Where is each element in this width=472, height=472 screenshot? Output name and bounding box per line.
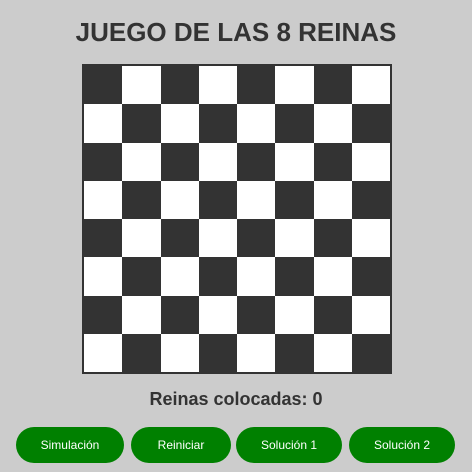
board-square[interactable] bbox=[275, 257, 313, 295]
board-square[interactable] bbox=[199, 334, 237, 372]
board-square[interactable] bbox=[352, 334, 390, 372]
board-square[interactable] bbox=[161, 257, 199, 295]
board-square[interactable] bbox=[314, 181, 352, 219]
board-square[interactable] bbox=[275, 334, 313, 372]
solution-2-button[interactable]: Solución 2 bbox=[349, 427, 455, 463]
board-square[interactable] bbox=[84, 296, 122, 334]
board-square[interactable] bbox=[314, 104, 352, 142]
board-square[interactable] bbox=[314, 296, 352, 334]
board-square[interactable] bbox=[352, 181, 390, 219]
board-square[interactable] bbox=[237, 296, 275, 334]
board-square[interactable] bbox=[237, 66, 275, 104]
board-square[interactable] bbox=[161, 104, 199, 142]
board-square[interactable] bbox=[199, 66, 237, 104]
board-square[interactable] bbox=[122, 257, 160, 295]
board-square[interactable] bbox=[352, 66, 390, 104]
board-square[interactable] bbox=[314, 66, 352, 104]
board-square[interactable] bbox=[84, 66, 122, 104]
board-square[interactable] bbox=[237, 181, 275, 219]
board-square[interactable] bbox=[237, 334, 275, 372]
board-square[interactable] bbox=[122, 143, 160, 181]
board-square[interactable] bbox=[84, 257, 122, 295]
board-square[interactable] bbox=[161, 181, 199, 219]
board-square[interactable] bbox=[275, 104, 313, 142]
board-square[interactable] bbox=[84, 104, 122, 142]
queens-placed-count: 0 bbox=[312, 389, 323, 409]
board-square[interactable] bbox=[122, 219, 160, 257]
chess-board bbox=[82, 64, 392, 374]
board-square[interactable] bbox=[237, 143, 275, 181]
board-square[interactable] bbox=[275, 219, 313, 257]
board-square[interactable] bbox=[161, 296, 199, 334]
board-square[interactable] bbox=[352, 219, 390, 257]
board-square[interactable] bbox=[161, 334, 199, 372]
board-square[interactable] bbox=[237, 104, 275, 142]
board-square[interactable] bbox=[122, 334, 160, 372]
board-square[interactable] bbox=[199, 296, 237, 334]
board-square[interactable] bbox=[161, 143, 199, 181]
solution-1-button[interactable]: Solución 1 bbox=[236, 427, 342, 463]
board-square[interactable] bbox=[314, 143, 352, 181]
reset-button[interactable]: Reiniciar bbox=[131, 427, 231, 463]
board-square[interactable] bbox=[199, 257, 237, 295]
board-square[interactable] bbox=[275, 143, 313, 181]
board-square[interactable] bbox=[122, 181, 160, 219]
board-square[interactable] bbox=[314, 219, 352, 257]
simulation-button[interactable]: Simulación bbox=[16, 427, 124, 463]
board-square[interactable] bbox=[84, 181, 122, 219]
board-square[interactable] bbox=[199, 104, 237, 142]
board-square[interactable] bbox=[275, 296, 313, 334]
board-square[interactable] bbox=[352, 257, 390, 295]
board-square[interactable] bbox=[275, 181, 313, 219]
board-square[interactable] bbox=[122, 66, 160, 104]
board-square[interactable] bbox=[352, 143, 390, 181]
page-title: JUEGO DE LAS 8 REINAS bbox=[75, 17, 397, 47]
board-square[interactable] bbox=[352, 104, 390, 142]
board-square[interactable] bbox=[84, 334, 122, 372]
controls-bar bbox=[0, 427, 472, 463]
board-square[interactable] bbox=[314, 257, 352, 295]
board-square[interactable] bbox=[84, 143, 122, 181]
board-square[interactable] bbox=[199, 181, 237, 219]
board-square[interactable] bbox=[161, 66, 199, 104]
board-square[interactable] bbox=[275, 66, 313, 104]
queens-placed-label: Reinas colocadas: bbox=[149, 389, 308, 409]
board-square[interactable] bbox=[161, 219, 199, 257]
board-square[interactable] bbox=[199, 219, 237, 257]
board-square[interactable] bbox=[237, 219, 275, 257]
board-square[interactable] bbox=[122, 104, 160, 142]
board-square[interactable] bbox=[199, 143, 237, 181]
board-square[interactable] bbox=[352, 296, 390, 334]
board-square[interactable] bbox=[314, 334, 352, 372]
board-square[interactable] bbox=[122, 296, 160, 334]
board-square[interactable] bbox=[237, 257, 275, 295]
board-square[interactable] bbox=[84, 219, 122, 257]
queens-placed-counter bbox=[0, 388, 472, 410]
